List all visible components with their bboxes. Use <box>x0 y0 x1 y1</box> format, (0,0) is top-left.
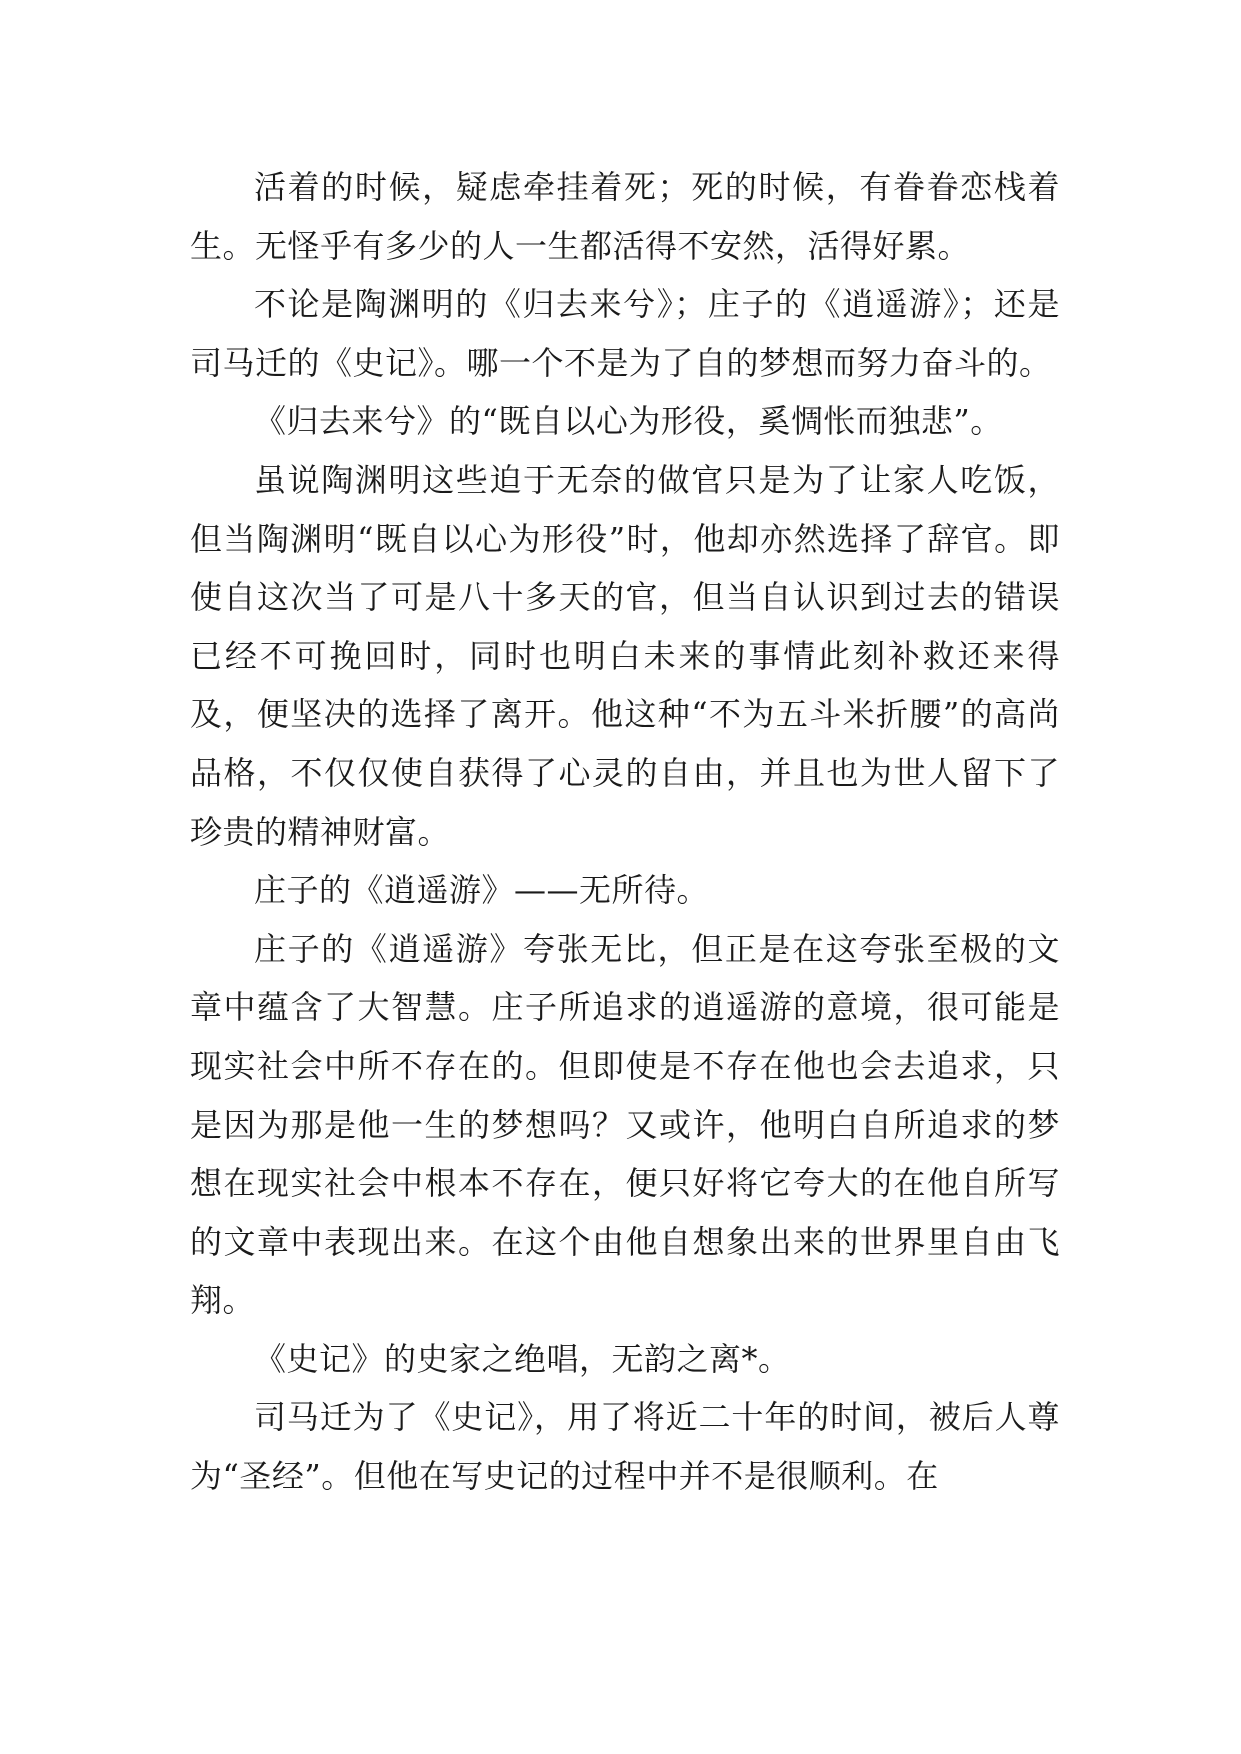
paragraph-5: 庄子的《逍遥游》——无所待。 <box>254 871 710 910</box>
document-body <box>190 158 1060 1506</box>
paragraph-4: 虽说陶渊明这些迫于无奈的做官只是为了让家人吃饭，但当陶渊明“既自以心为形役”时，他却亦然选择了辞官。即使自这次当了可是八十多天的官，但当自认识到过去的错误已经不可挽回时，同时也明白未来的事情此刻补救还来得及，便坚决的选择了离开。他这种“不为五斗米折腰”的高尚品格，不仅仅使自获得了心灵的自由，并且也为世人留下了珍贵的精神财富。 <box>190 460 1060 851</box>
paragraph-3: 《归去来兮》的“既自以心为形役，奚惆怅而独悲”。 <box>254 402 1003 441</box>
paragraph-2: 不论是陶渊明的《归去来兮》；庄子的《逍遥游》；还是司马迁的《史记》。哪一个不是为了自的梦想而努力奋斗的。 <box>190 285 1060 382</box>
paragraph-7: 《史记》的史家之绝唱，无韵之离*。 <box>254 1339 791 1378</box>
paragraph-1: 活着的时候，疑虑牵挂着死；死的时候，有眷眷恋栈着生。无怪乎有多少的人一生都活得不安然，活得好累。 <box>190 168 1060 265</box>
paragraph-8: 司马迁为了《史记》，用了将近二十年的时间，被后人尊为“圣经”。但他在写史记的过程中并不是很顺利。在 <box>190 1398 1060 1496</box>
paragraph-6: 庄子的《逍遥游》夸张无比，但正是在这夸张至极的文章中蕴含了大智慧。庄子所追求的逍遥游的意境，很可能是现实社会中所不存在的。但即使是不存在他也会去追求，只是因为那是他一生的梦想吗？又或许，他明白自所追求的梦想在现实社会中根本不存在，便只好将它夸大的在他自所写的文章中表现出来。在这个由他自想象出来的世界里自由飞翔。 <box>190 929 1060 1320</box>
